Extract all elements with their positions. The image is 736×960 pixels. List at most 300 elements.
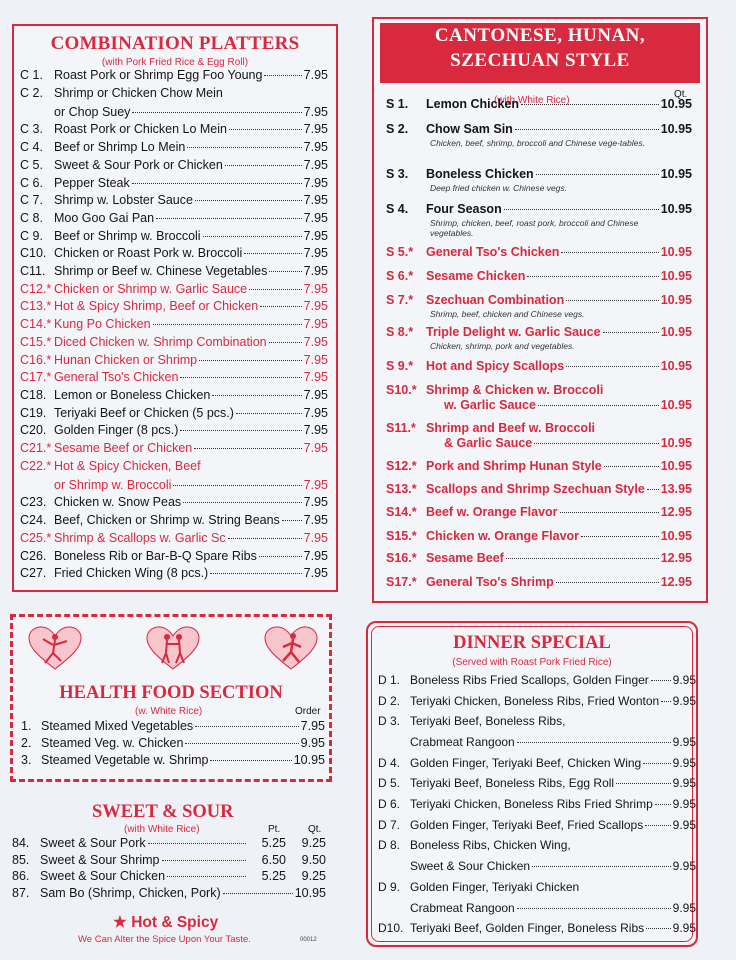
- dot-leader: [566, 366, 658, 367]
- dot-leader: [515, 129, 659, 130]
- item-name: Teriyaki Chicken, Boneless Ribs, Fried Wonton: [410, 693, 660, 708]
- item-price: 9.95: [672, 817, 696, 832]
- item-name: Chow Sam Sin: [426, 122, 513, 136]
- item-code: C27.: [20, 566, 47, 581]
- quart-price: 9.25: [301, 836, 326, 850]
- dancer-heart-icon: [27, 625, 83, 671]
- dot-leader: [538, 405, 659, 406]
- dot-leader: [259, 556, 302, 557]
- dot-leader: [560, 512, 659, 513]
- dot-leader: [651, 680, 671, 681]
- item-code: S10.*: [386, 383, 417, 397]
- dot-leader: [132, 183, 302, 184]
- menu-item: [386, 293, 692, 307]
- menu-item: [20, 140, 328, 157]
- menu-item: [386, 459, 692, 473]
- item-name: Moo Goo Gai Pan: [54, 210, 155, 225]
- menu-item: [20, 86, 328, 103]
- item-name: Sesame Beef: [426, 551, 504, 565]
- dot-leader: [225, 165, 302, 166]
- item-price: 7.95: [303, 299, 328, 314]
- item-name: Shrimp w. Lobster Sauce: [54, 193, 193, 208]
- quart-price: 9.25: [301, 869, 326, 883]
- item-name: Shrimp and Beef w. Broccoli: [426, 421, 596, 435]
- menu-item: [386, 97, 692, 111]
- item-code: D 7.: [378, 817, 401, 832]
- item-name: Sweet & Sour Chicken: [410, 859, 531, 874]
- item-code: 85.: [12, 852, 30, 867]
- menu-item: [21, 753, 325, 767]
- item-name: or Chop Suey: [54, 104, 131, 119]
- item-price: 7.95: [303, 387, 328, 402]
- menu-item: [20, 122, 328, 139]
- dot-leader: [183, 502, 302, 503]
- item-price: 9.95: [672, 776, 696, 791]
- item-name: Teriyaki Beef, Golden Finger, Boneless Ribs: [410, 921, 645, 936]
- item-code: C11.: [20, 264, 46, 278]
- item-description: Chicken, shrimp, pork and vegetables.: [430, 341, 575, 351]
- item-code: C 1.: [20, 68, 43, 82]
- item-name: Diced Chicken w. Shrimp Combination: [54, 334, 267, 349]
- sweet-sour-qt-label: Qt.: [308, 824, 322, 835]
- dinner-title: DINNER SPECIAL: [453, 633, 611, 653]
- menu-item: [378, 756, 696, 770]
- item-price: 9.95: [300, 736, 325, 750]
- item-price: 7.95: [303, 246, 328, 261]
- menu-item: [386, 325, 692, 339]
- item-code: C 9.: [20, 228, 43, 243]
- item-price: 7.95: [303, 370, 328, 385]
- item-name: Sesame Chicken: [426, 269, 526, 283]
- item-name: Fried Chicken Wing (8 pcs.): [54, 566, 209, 581]
- item-code: S 4.: [386, 202, 409, 216]
- item-name: or Shrimp w. Broccoli: [54, 477, 172, 492]
- dot-leader: [212, 395, 301, 396]
- menu-item: [20, 176, 328, 193]
- quart-price: 9.50: [301, 852, 326, 867]
- menu-item: [378, 921, 696, 935]
- item-code: C15.*: [20, 334, 52, 349]
- dot-leader: [195, 200, 302, 201]
- item-price: 7.95: [303, 175, 328, 190]
- dot-leader: [180, 430, 301, 431]
- dot-leader: [534, 443, 658, 444]
- item-name: Teriyaki Beef, Boneless Ribs, Egg Roll: [410, 776, 615, 791]
- dot-leader: [561, 252, 658, 253]
- item-name: Scallops and Shrimp Szechuan Style: [426, 482, 645, 496]
- item-code: 2.: [21, 736, 32, 750]
- menu-item: [386, 421, 692, 435]
- menu-item: [21, 719, 325, 733]
- menu-item: [20, 158, 328, 175]
- menu-item: [20, 406, 328, 423]
- item-code: S 7.*: [386, 293, 414, 307]
- health-subtitle: (w. White Rice): [135, 706, 203, 717]
- item-name: Boneless Rib or Bar-B-Q Spare Ribs: [54, 548, 257, 563]
- menu-item: [386, 359, 692, 373]
- item-name: Teriyaki Beef or Chicken (5 pcs.): [54, 405, 234, 420]
- menu-item: [20, 549, 328, 566]
- menu-item: [20, 388, 328, 405]
- menu-item: [378, 838, 696, 852]
- dot-leader: [132, 112, 301, 113]
- item-description: Chicken, beef, shrimp, broccoli and Chinese vege-tables.: [430, 138, 645, 148]
- item-code: D 4.: [378, 755, 401, 770]
- item-name: Boneless Ribs, Chicken Wing,: [410, 838, 571, 853]
- item-name: Steamed Mixed Vegetables: [41, 719, 194, 733]
- menu-item: [386, 245, 692, 259]
- item-price: 12.95: [660, 505, 692, 519]
- dot-leader: [536, 174, 659, 175]
- item-code: S 5.*: [386, 245, 414, 259]
- item-price: 7.95: [303, 548, 328, 563]
- item-name: Roast Pork or Chicken Lo Mein: [54, 122, 227, 137]
- item-name: General Tso's Chicken: [426, 245, 560, 259]
- dot-leader: [527, 276, 658, 277]
- dot-leader: [210, 573, 301, 574]
- item-price: 10.95: [660, 167, 692, 181]
- hot-spicy-legend: ★ Hot & Spicy: [113, 914, 219, 931]
- item-price: 7.95: [303, 228, 328, 243]
- menu-item: [20, 68, 328, 85]
- item-name: Golden Finger, Teriyaki Beef, Fried Scallops: [410, 817, 644, 832]
- item-price: 10.95: [660, 359, 692, 373]
- item-price: 10.95: [660, 325, 692, 339]
- item-code: C 2.: [20, 85, 43, 100]
- print-code: 00012: [300, 937, 317, 943]
- menu-item: [20, 299, 328, 316]
- dot-leader: [517, 742, 671, 743]
- item-code: C19.: [20, 405, 47, 420]
- item-code: D 3.: [378, 714, 401, 729]
- item-code: C 7.: [20, 193, 43, 208]
- dot-leader: [260, 306, 301, 307]
- item-price: 12.95: [660, 551, 692, 565]
- item-code: D 9.: [378, 879, 401, 894]
- dot-leader: [643, 763, 670, 764]
- item-price: 9.95: [672, 900, 696, 915]
- dot-leader: [506, 558, 659, 559]
- item-price: 7.95: [303, 193, 328, 208]
- item-name: Chicken or Shrimp w. Garlic Sauce: [54, 281, 248, 296]
- menu-item: [20, 211, 328, 228]
- dot-leader: [162, 860, 247, 861]
- item-code: C14.*: [20, 317, 52, 332]
- item-name: Pork and Shrimp Hunan Style: [426, 459, 602, 473]
- item-name: Lemon Chicken: [426, 97, 520, 111]
- item-price: 7.95: [300, 719, 325, 733]
- item-code: D 5.: [378, 776, 401, 791]
- menu-item: [20, 105, 328, 122]
- item-name: Chicken w. Snow Peas: [54, 495, 182, 510]
- item-price: 9.95: [672, 755, 696, 770]
- item-code: C20.: [20, 423, 47, 438]
- dot-leader: [556, 582, 659, 583]
- dot-leader: [199, 360, 302, 361]
- item-price: 9.95: [672, 859, 696, 874]
- dot-leader: [661, 701, 670, 702]
- item-name: Sam Bo (Shrimp, Chicken, Pork): [40, 885, 221, 900]
- dot-leader: [203, 236, 302, 237]
- item-name: Hot & Spicy Shrimp, Beef or Chicken: [54, 299, 259, 314]
- item-price: 10.95: [660, 529, 692, 543]
- quart-price: 10.95: [294, 885, 326, 900]
- menu-item: [378, 776, 696, 790]
- menu-item: [20, 246, 328, 263]
- item-name: Lemon or Boneless Chicken: [54, 387, 211, 402]
- item-code: 86.: [12, 869, 30, 883]
- item-code: C 6.: [20, 175, 43, 190]
- item-code: D 1.: [378, 673, 401, 687]
- item-code: C12.*: [20, 281, 52, 296]
- menu-item: [20, 282, 328, 299]
- item-name: Triple Delight w. Garlic Sauce: [426, 325, 601, 339]
- menu-item: [386, 269, 692, 283]
- dot-leader: [517, 908, 671, 909]
- couple-heart-icon: [145, 625, 201, 671]
- menu-item: [378, 859, 696, 873]
- health-food-section: [10, 614, 332, 782]
- cantonese-title-line1: CANTONESE, HUNAN,: [434, 25, 646, 46]
- item-name: Four Season: [426, 202, 502, 216]
- item-name: w. Garlic Sauce: [444, 398, 536, 412]
- item-price: 7.95: [303, 264, 328, 278]
- item-code: C 3.: [20, 122, 43, 137]
- menu-item: [386, 505, 692, 519]
- item-name: Sweet & Sour Pork: [40, 836, 146, 850]
- item-description: Shrimp, beef, chicken and Chinese vegs.: [430, 309, 585, 319]
- menu-item: [20, 317, 328, 334]
- dot-leader: [581, 536, 659, 537]
- item-name: Kung Po Chicken: [54, 317, 151, 332]
- runner-heart-icon: [263, 625, 319, 671]
- item-code: S 2.: [386, 122, 409, 136]
- item-price: 7.95: [303, 566, 328, 581]
- menu-item: [20, 478, 328, 495]
- item-name: Chicken w. Orange Flavor: [426, 529, 580, 543]
- menu-item: [378, 818, 696, 832]
- cantonese-header: [380, 23, 700, 83]
- item-name: Boneless Ribs Fried Scallops, Golden Finger: [410, 673, 649, 687]
- item-price: 9.95: [672, 693, 696, 708]
- menu-item: [20, 229, 328, 246]
- menu-item: [20, 441, 328, 458]
- item-price: 7.95: [303, 122, 328, 137]
- item-price: 13.95: [660, 482, 692, 496]
- menu-item: [12, 836, 326, 850]
- item-code: S12.*: [386, 459, 417, 473]
- item-name: Shrimp & Chicken w. Broccoli: [426, 383, 604, 397]
- item-name: Hot & Spicy Chicken, Beef: [54, 458, 201, 473]
- item-code: 84.: [12, 836, 30, 850]
- dot-leader: [173, 485, 301, 486]
- dot-leader: [646, 928, 671, 929]
- menu-item: [20, 264, 328, 281]
- item-price: 9.95: [672, 921, 696, 936]
- menu-item: [386, 436, 692, 450]
- dot-leader: [229, 129, 302, 130]
- item-code: S 6.*: [386, 269, 414, 283]
- item-price: 7.95: [303, 352, 328, 367]
- menu-item: [386, 398, 692, 412]
- hot-spicy-note: We Can Alter the Spice Upon Your Taste.: [78, 934, 251, 945]
- dot-leader: [566, 300, 659, 301]
- item-price: 7.95: [303, 441, 328, 455]
- menu-item: [378, 797, 696, 811]
- item-name: Roast Pork or Shrimp Egg Foo Young: [54, 68, 263, 82]
- menu-item: [12, 869, 326, 883]
- dot-leader: [185, 743, 298, 744]
- item-name: & Garlic Sauce: [444, 436, 533, 450]
- item-code: C10.: [20, 246, 47, 261]
- menu-item: [20, 370, 328, 387]
- item-name: Crabmeat Rangoon: [410, 735, 515, 750]
- sweet-sour-pt-label: Pt.: [268, 824, 281, 835]
- cantonese-qt-label: Qt.: [674, 89, 688, 100]
- dot-leader: [167, 876, 246, 877]
- menu-item: [20, 459, 328, 476]
- cantonese-section: [372, 17, 708, 603]
- dot-leader: [521, 104, 659, 105]
- menu-item: [378, 735, 696, 749]
- item-name: Beef or Shrimp Lo Mein: [54, 140, 186, 155]
- item-name: Shrimp & Scallops w. Garlic Sc: [54, 530, 226, 545]
- item-code: C17.*: [20, 370, 52, 385]
- item-code: 87.: [12, 885, 30, 900]
- dot-leader: [604, 466, 659, 467]
- dot-leader: [195, 726, 298, 727]
- menu-item: [386, 383, 692, 397]
- health-order-label: Order: [295, 706, 321, 717]
- menu-item: [378, 714, 696, 728]
- menu-item: [378, 901, 696, 915]
- combination-platters-section: [12, 24, 338, 592]
- item-name: Crabmeat Rangoon: [410, 900, 515, 915]
- item-name: Shrimp or Chicken Chow Mein: [54, 85, 223, 100]
- dot-leader: [264, 75, 301, 76]
- menu-item: [378, 694, 696, 708]
- item-name: Beef w. Orange Flavor: [426, 505, 558, 519]
- item-name: Beef or Shrimp w. Broccoli: [54, 228, 201, 243]
- item-code: C 5.: [20, 157, 43, 172]
- dot-leader: [180, 377, 301, 378]
- dot-leader: [236, 413, 302, 414]
- item-code: S13.*: [386, 482, 417, 496]
- item-price: 10.95: [660, 122, 692, 136]
- item-price: 7.95: [303, 281, 328, 296]
- item-price: 7.95: [303, 405, 328, 420]
- cantonese-subtitle: (with White Rice): [494, 95, 570, 106]
- menu-item: [386, 551, 692, 565]
- item-name: Boneless Chicken: [426, 167, 534, 181]
- item-price: 7.95: [303, 317, 328, 332]
- dot-leader: [223, 893, 293, 894]
- menu-item: [378, 673, 696, 687]
- menu-item: [386, 202, 692, 216]
- item-price: 7.95: [303, 495, 328, 510]
- menu-item: [20, 531, 328, 548]
- item-code: S16.*: [386, 551, 417, 565]
- item-code: S15.*: [386, 529, 417, 543]
- item-name: General Tso's Shrimp: [426, 575, 554, 589]
- dot-leader: [645, 825, 670, 826]
- menu-item: [20, 423, 328, 440]
- item-name: Steamed Veg. w. Chicken: [41, 736, 184, 750]
- item-price: 10.95: [660, 459, 692, 473]
- menu-item: [20, 566, 328, 583]
- item-name: Sesame Beef or Chicken: [54, 441, 193, 455]
- item-code: C 8.: [20, 210, 43, 225]
- dot-leader: [616, 783, 671, 784]
- menu-item: [12, 853, 326, 867]
- item-code: 3.: [21, 753, 32, 767]
- item-price: 10.95: [293, 753, 325, 767]
- item-price: 7.95: [303, 210, 328, 225]
- item-name: Sweet & Sour Pork or Chicken: [54, 157, 223, 172]
- dot-leader: [532, 866, 671, 867]
- dot-leader: [269, 271, 301, 272]
- item-code: S 9.*: [386, 359, 414, 373]
- item-code: C24.: [20, 513, 47, 528]
- item-name: Hot and Spicy Scallops: [426, 359, 565, 373]
- dot-leader: [269, 342, 302, 343]
- item-code: S 8.*: [386, 325, 414, 339]
- item-name: Chicken or Roast Pork w. Broccoli: [54, 246, 243, 261]
- item-code: C25.*: [20, 530, 52, 545]
- item-name: Golden Finger, Teriyaki Chicken: [410, 879, 580, 894]
- pint-price: 5.25: [261, 869, 286, 883]
- item-price: 9.95: [672, 735, 696, 750]
- menu-item: [20, 495, 328, 512]
- item-price: 7.95: [303, 423, 328, 438]
- item-name: Shrimp or Beef w. Chinese Vegetables: [54, 264, 268, 278]
- dinner-special-section: [366, 621, 698, 947]
- pint-price: 5.25: [261, 836, 286, 850]
- item-price: 10.95: [660, 398, 692, 412]
- combination-subtitle: (with Pork Fried Rice & Egg Roll): [101, 57, 249, 68]
- item-code: C22.*: [20, 458, 52, 473]
- item-price: 9.95: [672, 797, 696, 811]
- dot-leader: [504, 209, 659, 210]
- item-name: Sweet & Sour Chicken: [40, 869, 166, 883]
- item-code: D 8.: [378, 838, 401, 853]
- menu-item: [386, 167, 692, 181]
- item-price: 7.95: [303, 530, 328, 545]
- item-price: 10.95: [660, 97, 692, 111]
- item-name: Steamed Vegetable w. Shrimp: [41, 753, 209, 767]
- item-code: D10.: [378, 921, 404, 936]
- item-price: 10.95: [660, 202, 692, 216]
- dot-leader: [282, 520, 302, 521]
- item-price: 7.95: [303, 68, 328, 82]
- item-price: 9.95: [672, 673, 696, 687]
- pint-price: 6.50: [261, 852, 286, 867]
- item-name: Teriyaki Beef, Boneless Ribs,: [410, 714, 566, 729]
- item-code: C13.*: [20, 299, 52, 314]
- item-code: S 3.: [386, 167, 409, 181]
- item-price: 7.95: [303, 513, 328, 528]
- item-description: Deep fried chicken w. Chinese vegs.: [430, 183, 568, 193]
- item-code: C23.: [20, 495, 47, 510]
- menu-item: [20, 353, 328, 370]
- menu-item: [21, 736, 325, 750]
- item-price: 10.95: [660, 269, 692, 283]
- item-price: 7.95: [303, 104, 328, 119]
- item-code: C16.*: [20, 352, 52, 367]
- sweet-sour-subtitle: (with White Rice): [124, 824, 200, 835]
- menu-item: [20, 193, 328, 210]
- item-price: 7.95: [303, 157, 328, 172]
